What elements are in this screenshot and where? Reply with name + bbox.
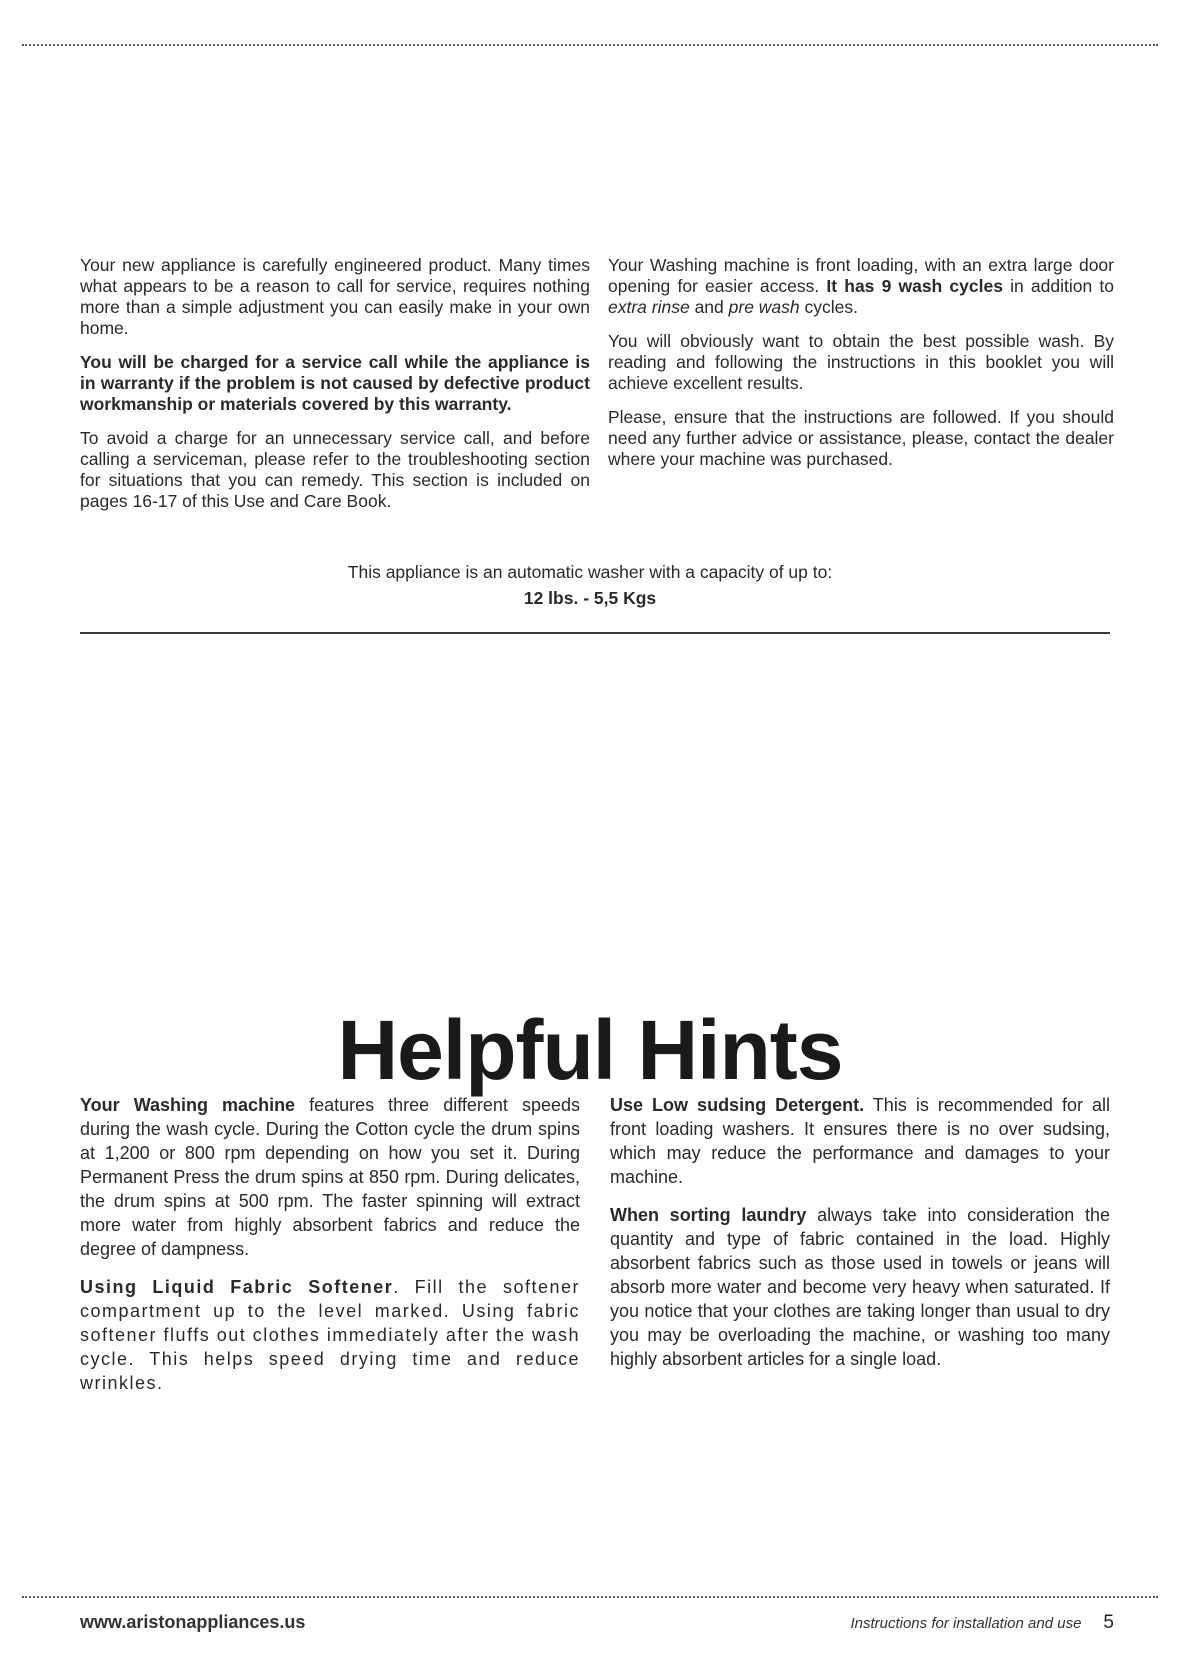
capacity-value: 12 lbs. - 5,5 Kgs [523,588,657,608]
hint-lead: Use Low sudsing Detergent. [610,1095,865,1115]
intro-paragraph: You will obviously want to obtain the best possible wash. By reading and following the instructions in this booklet you will achieve excellent results. [608,331,1114,393]
footer-url: www.aristonappliances.us [80,1612,306,1632]
hint-paragraph [80,1093,580,1261]
hint-body: This is recommended for all front loading washers. It ensures there is no over sudsing, which may reduce the performance and damages to your machine. [610,1095,1110,1187]
warranty-notice: You will be charged for a service call while the appliance is in warranty if the problem is not caused by defective product workmanship or materials covered by this warranty. [80,352,590,414]
extra-rinse-term: extra rinse [608,297,690,317]
pre-wash-term: pre wash [728,297,800,317]
intro-paragraph: To avoid a charge for an unnecessary service call, and before calling a serviceman, please refer to the troubleshooting section for situations that you can remedy. This section is included on pages 16-17 of this Use and Care Book. [80,428,590,511]
wash-cycles-emphasis: It has 9 wash cycles [826,276,1003,296]
intro-right-column [608,255,1114,483]
hints-left-column [80,1093,580,1409]
hint-paragraph [610,1203,1110,1371]
hint-lead: Your Washing machine [80,1095,296,1115]
capacity-statement: This appliance is an automatic washer with a capacity of up to: [347,562,833,582]
footer-caption-block [850,1612,1114,1634]
top-dotted-rule [22,44,1158,46]
intro-left-column [80,255,590,525]
hint-lead: When sorting laundry [610,1205,807,1225]
intro-paragraph [608,255,1114,318]
text-run: cycles. [799,297,859,317]
page-title: Helpful Hints [337,1003,843,1097]
text-run: Your Washing machine is front loading, with an extra large door opening for easier access. [608,255,1114,296]
intro-paragraph: Please, ensure that the instructions are followed. If you should need any further advice or assistance, please, contact the dealer where your machine was purchased. [608,407,1114,469]
hints-right-column [610,1093,1110,1385]
intro-paragraph: Your new appliance is carefully engineered product. Many times what appears to be a reason to call for service, requires nothing more than a simple adjustment you can easily make in your own home. [80,255,590,338]
hint-body: always take into consideration the quantity and type of fabric contained in the load. Highly absorbent fabrics such as those used in towels or jeans will absorb more water and become very heavy when saturated. If you notice that your clothes are taking longer than usual to dry you may be overloading the machine, or washing too many highly absorbent articles for a single load. [610,1205,1110,1369]
text-run: and [689,297,729,317]
footer-caption: Instructions for installation and use [850,1615,1082,1632]
text-run: in addition to [1002,276,1114,296]
bottom-dotted-rule [22,1596,1158,1598]
section-divider [80,632,1110,634]
hint-body: features three different speeds during the wash cycle. During the Cotton cycle the drum spins at 1,200 or 800 rpm depending on how you set it. During Permanent Press the drum spins at 850 rpm. During delicates, the drum spins at 500 rpm. The faster spinning will extract more water from highly absorbent fabrics and reduce the degree of dampness. [80,1095,580,1259]
page-number: 5 [1103,1612,1114,1633]
hint-paragraph [610,1093,1110,1189]
hint-body: . Fill the softener compartment up to the level marked. Using fabric softener fluffs out clothes immediately after the wash cycle. This helps speed drying time and reduce wrinkles. [80,1277,581,1393]
hint-lead: Using Liquid Fabric Softener [80,1277,394,1297]
hint-paragraph [80,1275,580,1395]
